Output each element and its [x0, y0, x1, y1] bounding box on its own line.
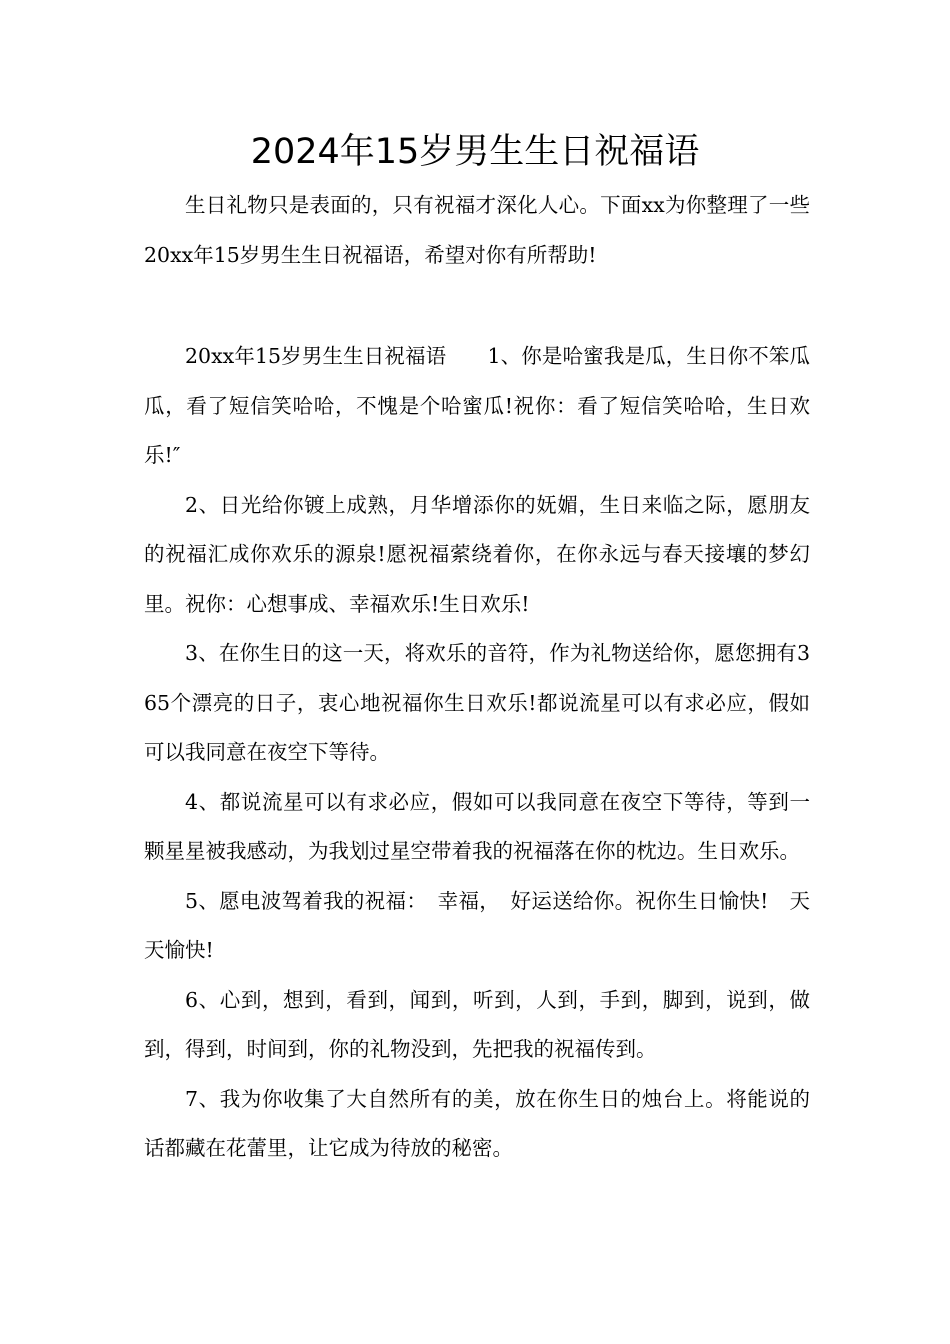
wish-paragraph-5: 5、愿电波驾着我的祝福： 幸福， 好运送给你。祝你生日愉快! 天天愉快! — [144, 888, 810, 962]
wish-paragraph-4: 4、都说流星可以有求必应，假如可以我同意在夜空下等待，等到一颗星星被我感动，为我划过星空带着我的祝福落在你的枕边。生日欢乐。 — [144, 789, 810, 863]
intro-paragraph: 生日礼物只是表面的，只有祝福才深化人心。下面xx为你整理了一些20xx年15岁男生生日祝福语，希望对你有所帮助! — [144, 193, 810, 267]
wish-paragraph-3: 3、在你生日的这一天，将欢乐的音符，作为礼物送给你，愿您拥有365个漂亮的日子，衷心地祝福你生日欢乐!都说流星可以有求必应，假如可以我同意在夜空下等待。 — [144, 641, 810, 764]
wish-paragraph-7: 7、我为你收集了大自然所有的美，放在你生日的烛台上。将能说的话都藏在花蕾里，让它成为待放的秘密。 — [144, 1086, 810, 1160]
document-title: 2024年15岁男生生日祝福语 — [250, 132, 700, 172]
paragraph-spacer — [144, 280, 810, 332]
document-body — [144, 181, 810, 1174]
wish-paragraph-2: 2、日光给你镀上成熟，月华增添你的妩媚，生日来临之际，愿朋友的祝福汇成你欢乐的源泉!愿祝福萦绕着你，在你永远与春天接壤的梦幻里。祝你：心想事成、幸福欢乐!生日欢乐! — [144, 492, 810, 616]
wish-paragraph-6: 6、心到，想到，看到，闻到，听到，人到，手到，脚到，说到，做到，得到，时间到，你的礼物没到，先把我的祝福传到。 — [144, 987, 810, 1061]
wish-paragraph-1: 20xx年15岁男生生日祝福语 1、你是哈蜜我是瓜，生日你不笨瓜瓜，看了短信笑哈哈，不愧是个哈蜜瓜!祝你：看了短信笑哈哈，生日欢乐!″ — [144, 344, 810, 467]
